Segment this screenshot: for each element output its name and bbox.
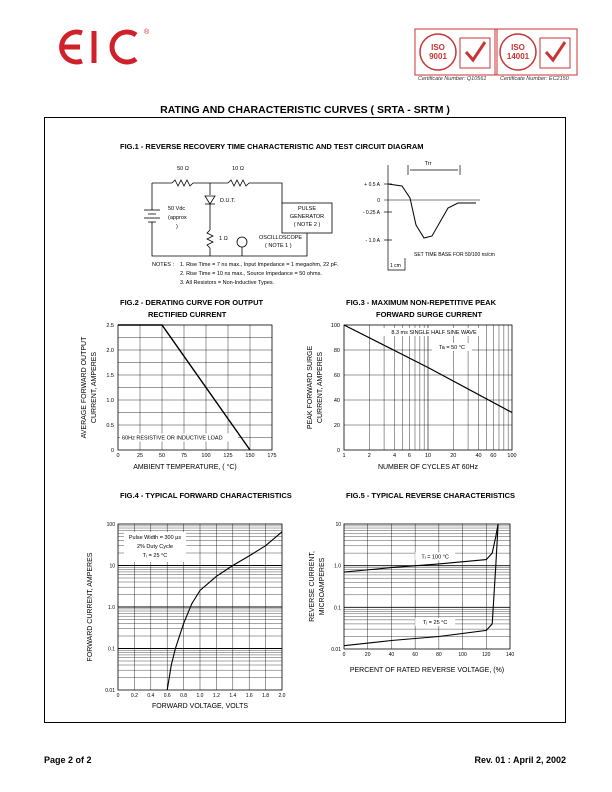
cert2-iso: ISO [511,43,525,52]
fig2-ytick: 2.5 [106,323,114,329]
fig3-ylabel-2: CURRENT, AMPERES [317,351,324,424]
fig4-xtick: 0.4 [147,693,155,699]
fig5-curve-2 [344,524,498,646]
fig4-ytick: 100 [106,522,115,528]
fig2-xtick: 50 [158,453,166,459]
fig3-ytick: 0 [336,448,340,454]
fig3-ytick: 80 [333,348,340,354]
fig4-xtick: 2.0 [278,693,286,699]
notes-label: NOTES : [152,262,175,268]
fig2-ylabel-1: AVERAGE FORWARD OUTPUT [81,336,88,439]
fig3-ytick: 40 [333,398,340,404]
fig3-xlabel: NUMBER OF CYCLES AT 60Hz [377,464,479,471]
fig4-xtick: 1.6 [245,693,253,699]
fig5-label-100c: Tⱼ = 100 °C [421,554,449,561]
fig1-title: FIG.1 - REVERSE RECOVERY TIME CHARACTERISTIC AND TEST CIRCUIT DIAGRAM [120,142,424,151]
fig2-note: 60Hz RESISTIVE OR INDUCTIVE LOAD [122,435,223,442]
fig4-note: 2% Duty Cycle [136,544,174,550]
pulse-label-3: ( NOTE 2 ) [293,222,321,228]
fig3-xtick: 100 [507,453,517,459]
fig3-ylabel-1: PEAK FORWARD SURGE [307,345,314,430]
fig3-xtick: 6 [407,453,411,459]
timebase-label: SET TIME BASE FOR 50/100 ns/cm [414,252,495,258]
cert1-iso: ISO [431,43,445,52]
revision-date: Rev. 01 : April 2, 2002 [474,755,566,765]
fig5-xtick: 40 [388,652,395,658]
fig2-xtick: 125 [223,453,233,459]
fig2-ylabel-2: CURRENT, AMPERES [91,351,98,424]
fig2-ytick: 1.0 [106,398,114,404]
fig2-title-1: FIG.2 - DERATING CURVE FOR OUTPUT [120,298,264,307]
r50-label: 50 Ω [177,166,189,172]
note-1: 1. Rise Time = 7 ns max., Input Impedance = 1 megaohm, 22 pF. [180,262,339,268]
r10-label: 10 Ω [232,166,244,172]
svg-text:®: ® [144,29,150,36]
fig5-curve-1 [344,524,498,572]
fig2-ytick: 2.0 [106,348,114,354]
fig2-ytick: 1.5 [106,373,114,379]
cert1-caption: Certificate Number: Q10561 [418,76,487,82]
dut-label: D.U.T. [220,198,236,204]
cert2-caption: Certificate Number: EC2150 [500,76,569,82]
fig5-label-25c: Tⱼ = 25 °C [422,619,448,626]
page-number: Page 2 of 2 [44,755,92,765]
fig2-xtick: 0 [116,453,120,459]
cert2-number: 14001 [506,52,530,61]
fig4-xtick: 1.4 [229,693,237,699]
fig3-note1: 8.3 ms SINGLE HALF SINE WAVE [391,330,477,336]
fig5-xlabel: PERCENT OF RATED REVERSE VOLTAGE, (%) [349,667,505,674]
fig2-title-2: RECTIFIED CURRENT [148,310,227,319]
fig2-xlabel: AMBIENT TEMPERATURE, ( °C) [133,464,237,471]
source-label-2: (approx [168,215,187,221]
fig2-xtick: 150 [245,453,255,459]
fig2-ytick: 0.5 [106,423,114,429]
pulse-label-2: GENERATOR [289,214,325,220]
fig4-xtick: 0.2 [130,693,138,699]
fig5-ytick: 0.01 [331,647,341,653]
note-2: 2. Rise Time = 10 ns max., Source Impedance = 50 ohms. [180,271,322,277]
level-pos05: + 0.5 A [364,182,380,188]
fig3-title-2: FORWARD SURGE CURRENT [376,310,483,319]
fig4-xlabel: FORWARD VOLTAGE, VOLTS [151,703,249,710]
source-label-3: ) [176,224,178,230]
fig3-xtick: 40 [475,453,482,459]
fig4-xtick: 0 [116,693,120,699]
pulse-label-1: PULSE [297,206,317,212]
fig4-xtick: 0.8 [180,693,188,699]
fig5-xtick: 140 [505,652,515,658]
cm-label: 1 cm [390,263,401,269]
source-label-1: 50 Vdc [168,206,186,212]
fig4-note: Tⱼ = 25 °C [142,553,168,559]
fig3-xtick: 60 [490,453,497,459]
fig4-title: FIG.4 - TYPICAL FORWARD CHARACTERISTICS [120,491,292,500]
level-neg10: - 1.0 A [365,238,380,244]
fig5-ytick: 0.1 [334,605,341,612]
fig2-xtick: 75 [180,453,188,459]
fig4-ytick: 1.0 [108,605,115,611]
fig3-xtick: 1 [342,453,346,459]
scope-label-1: OSCILLOSCOPE [259,235,303,241]
page-title: RATING AND CHARACTERISTIC CURVES ( SRTA - SRTM ) [154,104,456,116]
fig3-note2: Ta = 50 °C [439,345,465,351]
note-3: 3. All Resistors = Non-Inductive Types. [180,280,275,286]
fig5-xtick: 80 [436,652,442,658]
cert1-number: 9001 [429,52,447,61]
fig4-ytick: 10 [109,563,115,570]
fig4-xtick: 0.6 [163,693,171,699]
fig2-xtick: 100 [201,453,211,459]
fig4-ylabel: FORWARD CURRENT, AMPERES [87,552,94,662]
fig5-xtick: 100 [458,652,467,658]
level-neg025: - 0.25 A [362,210,380,216]
fig4-ytick: 0.1 [108,646,115,653]
fig5-ytick: 10 [335,522,341,528]
fig3-xtick: 4 [393,453,397,459]
fig5-xtick: 0 [342,652,346,658]
level-zero: 0 [377,198,380,204]
r1-label: 1 Ω [219,236,228,242]
fig5-xtick: 120 [482,652,491,658]
fig5-ylabel-2: MICROAMPERES [319,557,326,616]
fig2-xtick: 175 [267,453,277,459]
fig3-ytick: 20 [333,423,340,429]
trr-label: Trr [424,161,432,167]
fig3-xtick: 10 [424,453,432,459]
fig5-ylabel-1: REVERSE CURRENT, [309,551,316,622]
fig5-xtick: 60 [412,652,418,658]
fig3-xtick: 2 [367,453,371,459]
fig2-ytick: 0 [110,448,114,454]
fig4-xtick: 1.8 [262,693,270,699]
fig3-ytick: 100 [330,323,340,329]
fig5-xtick: 20 [364,652,371,658]
fig4-xtick: 1.0 [196,693,204,699]
fig5-title: FIG.5 - TYPICAL REVERSE CHARACTERISTICS [346,491,516,500]
fig2-xtick: 25 [136,453,144,459]
fig3-title-1: FIG.3 - MAXIMUM NON-REPETITIVE PEAK [346,298,497,307]
fig4-note: Pulse Width = 300 μs [128,535,182,541]
fig4-ytick: 0.01 [105,688,115,694]
scope-label-2: ( NOTE 1 ) [265,243,292,249]
fig5-ytick: 1.0 [334,563,341,570]
fig3-ytick: 60 [333,373,340,379]
fig3-xtick: 20 [450,453,457,459]
fig4-xtick: 1.2 [212,693,220,699]
